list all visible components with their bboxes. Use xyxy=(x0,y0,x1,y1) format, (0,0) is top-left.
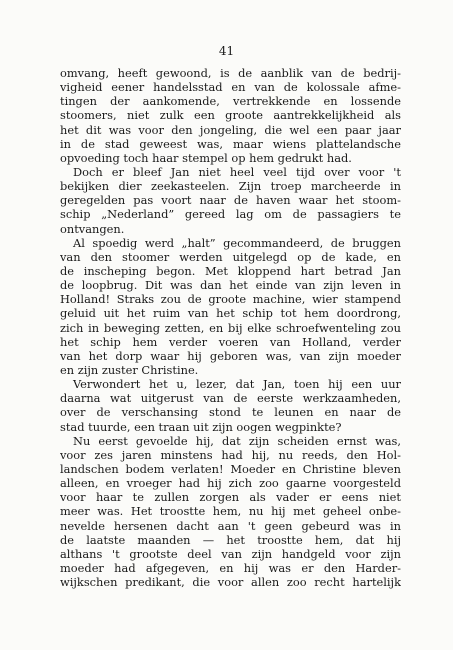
page-number: 41 xyxy=(218,44,235,58)
text-line: meer was. Het troostte hem, nu hij met geheel onbe- xyxy=(60,504,401,519)
text-line: zich in beweging zetten, en bij elke schroefwenteling zou xyxy=(60,320,401,335)
text-line: alleen, en vroeger had hij zich zoo gaarne voorgesteld xyxy=(60,476,401,491)
text-line: daarna wat uitgerust van de eerste werkzaamheden, xyxy=(60,391,401,406)
text-line: het schip hem verder voeren van Holland, verder xyxy=(60,334,401,349)
text-line: over de verschansing stond te leunen en naar de xyxy=(60,405,401,420)
text-line: opvoeding toch haar stempel op hem gedrukt had. xyxy=(60,150,352,165)
text-line: omvang, heeft gewoond, is de aanblik van de bedrij- xyxy=(60,66,401,80)
text-line: schip „Nederland” gereed lag om de passagiers te xyxy=(60,207,401,222)
text-line: althans 't grootste deel van zijn handgeld voor zijn xyxy=(60,546,401,561)
text-line: van het dorp waar hij geboren was, van zijn moeder xyxy=(60,348,401,363)
text-line: wijkschen predikant, die voor allen zoo recht hartelijk xyxy=(60,575,401,590)
text-line: stoomers, niet zulk een groote aantrekkelijkheid als xyxy=(60,108,401,123)
text-line: en zijn zuster Christine. xyxy=(60,362,199,377)
text-line: Nu eerst gevoelde hij, dat zijn scheiden ernst was, xyxy=(73,433,401,448)
text-line: Holland! Straks zou de groote machine, wier stampend xyxy=(60,292,401,307)
text-line: de loopbrug. Dit was dan het einde van zijn leven in xyxy=(60,278,401,293)
text-line: van den stoomer werden uitgelegd op de kade, en xyxy=(60,249,401,264)
text-line: geluid uit het ruim van het schip tot hem doordrong, xyxy=(60,306,401,321)
text-line: voor haar te zullen zorgen als vader er eens niet xyxy=(60,490,401,505)
text-line: in de stad geweest was, maar wiens plattelandsche xyxy=(60,136,401,151)
text-line: Al spoedig werd „halt” gecommandeerd, de bruggen xyxy=(73,235,401,250)
text-line: ontvangen. xyxy=(60,221,125,236)
text-line: de inscheping begon. Met kloppend hart betrad Jan xyxy=(60,263,401,278)
text-line: Verwondert het u, lezer, dat Jan, toen hij een uur xyxy=(73,377,401,392)
text-line: Doch er bleef Jan niet heel veel tijd over voor 't xyxy=(73,164,401,179)
text-line: tingen der aankomende, vertrekkende en lossende xyxy=(60,94,401,109)
body-text xyxy=(60,66,401,589)
text-line: het dit was voor den jongeling, die wel een paar jaar xyxy=(60,122,401,137)
text-line: geregelden pas voort naar de haven waar het stoom- xyxy=(60,193,401,208)
text-line: stad tuurde, een traan uit zijn oogen wegpinkte? xyxy=(60,419,342,434)
text-line: vigheid eener handelsstad en van de kolossale afme- xyxy=(60,80,401,95)
text-line: moeder had afgegeven, en hij was er den Harder- xyxy=(60,560,401,575)
text-line: nevelde hersenen dacht aan 't geen gebeurd was in xyxy=(60,518,401,533)
text-line: bekijken dier zeekasteelen. Zijn troep marcheerde in xyxy=(60,179,401,194)
text-line: de laatste maanden — het troostte hem, dat hij xyxy=(60,532,401,547)
text-line: voor zes jaren minstens had hij, nu reeds, den Hol- xyxy=(60,447,401,462)
text-line: landschen bodem verlaten! Moeder en Christine bleven xyxy=(60,461,401,476)
